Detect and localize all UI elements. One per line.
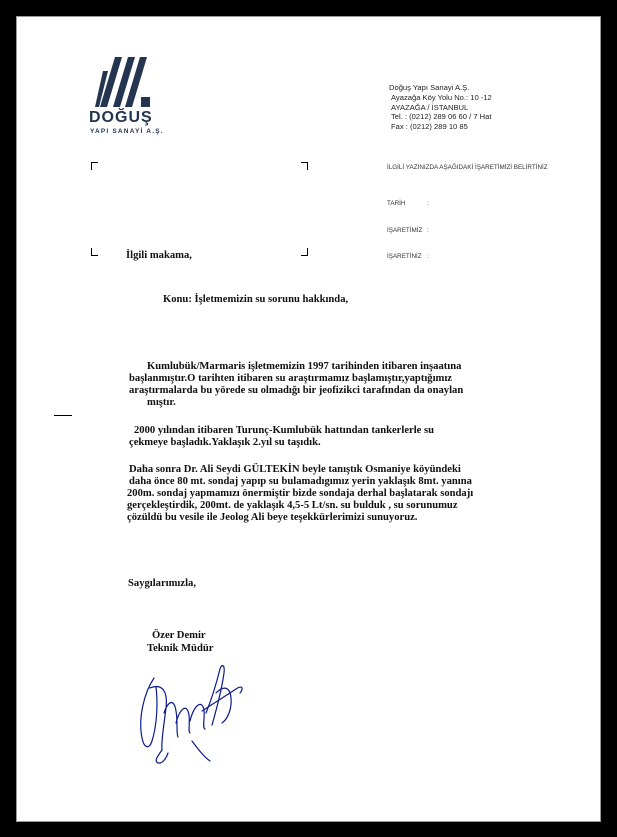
closing: Saygılarımızla, bbox=[128, 578, 196, 589]
paragraph-2 bbox=[129, 425, 434, 449]
paragraph-3-line: daha önce 80 mt. sondaj yapıp su bulamadıgımız yerin yaklaşık 8mt. yanına bbox=[129, 476, 472, 487]
company-fax: Fax : (0212) 289 10 85 bbox=[391, 122, 468, 132]
address-corner-top-left bbox=[91, 162, 98, 170]
reference-date-row bbox=[387, 200, 429, 207]
paragraph-1-line: Kumlubük/Marmaris işletmemizin 1997 tarihinden itibaren inşaatına bbox=[147, 361, 462, 372]
reference-our-ref-separator: : bbox=[427, 227, 429, 234]
reference-your-ref-separator: : bbox=[427, 253, 429, 260]
paragraph-2-line: çekmeye başladık.Yaklaşık 2.yıl su taşıdık. bbox=[129, 437, 321, 448]
subject-line: Konu: İşletmemizin su sorunu hakkında, bbox=[163, 294, 349, 305]
reference-your-ref-row bbox=[387, 253, 429, 260]
paragraph-1-line: araştırmalarda bu yörede su olmadığı bir jeofizikci tarafından da onaylan bbox=[129, 385, 464, 396]
company-address bbox=[389, 83, 492, 132]
reference-our-ref-row bbox=[387, 227, 429, 234]
address-corner-bottom-left bbox=[91, 248, 98, 256]
paragraph-3-line: gerçekleştirdik, 200mt. de yaklaşık 4,5-5 Lt/sn. su bulduk , su sorunumuz bbox=[127, 500, 458, 511]
reference-your-ref-label: İŞARETİNİZ bbox=[387, 253, 422, 260]
signer-title: Teknik Müdür bbox=[147, 642, 214, 654]
salutation: İlgili makama, bbox=[126, 250, 192, 261]
paragraph-3-line: 200m. sondaj yapmamızı önermiştir bizde sondaja derhal başlatarak sondajı bbox=[127, 488, 474, 499]
address-corner-top-right bbox=[301, 162, 308, 170]
paragraph-1 bbox=[129, 361, 464, 409]
paragraph-3-line: Daha sonra Dr. Ali Seydi GÜLTEKİN beyle tanıştık Osmaniye köyündeki bbox=[129, 464, 461, 475]
reference-header: İLGİLİ YAZINIZDA AŞAĞIDAKİ İŞARETİMİZİ BELİRTİNİZ bbox=[387, 164, 548, 171]
signer-block bbox=[147, 630, 213, 655]
company-street: Ayazağa Köy Yolu No.: 10 -12 bbox=[391, 92, 492, 102]
paragraph-2-line: 2000 yılından itibaren Turunç-Kumlubük hattından tankerlerle su bbox=[134, 425, 435, 436]
paragraph-1-line: başlanmıştır.O tarihten itibaren su araştırmamız başlamıştır,yaptığımız bbox=[129, 373, 453, 384]
paragraph-3-line: çözüldü bu vesile ile Jeolog Ali beye teşekkürlerimizi sunuyoruz. bbox=[127, 512, 418, 523]
reference-date-separator: : bbox=[427, 200, 429, 207]
reference-our-ref-label: İŞARETİMİZ bbox=[387, 227, 423, 234]
logo-subtitle: YAPI SANAYİ A.Ş. bbox=[90, 128, 164, 135]
company-tel: Tel. : (0212) 289 06 60 / 7 Hat bbox=[391, 112, 492, 122]
logo-wordmark: DOĞUŞ bbox=[89, 109, 153, 126]
paragraph-3 bbox=[129, 464, 473, 524]
letter-page bbox=[16, 16, 601, 822]
reference-date-label: TARİH bbox=[387, 200, 406, 207]
address-corner-bottom-right bbox=[301, 248, 308, 256]
company-district: AYAZAĞA / İSTANBUL bbox=[391, 102, 469, 112]
dogus-logo-icon bbox=[95, 57, 153, 109]
company-name: Doğuş Yapı Sanayi A.Ş. bbox=[389, 83, 470, 92]
fold-mark bbox=[54, 415, 72, 416]
signer-name: Özer Demir bbox=[152, 630, 206, 641]
handwritten-signature bbox=[132, 653, 247, 765]
paragraph-1-line: mıştır. bbox=[147, 397, 176, 408]
